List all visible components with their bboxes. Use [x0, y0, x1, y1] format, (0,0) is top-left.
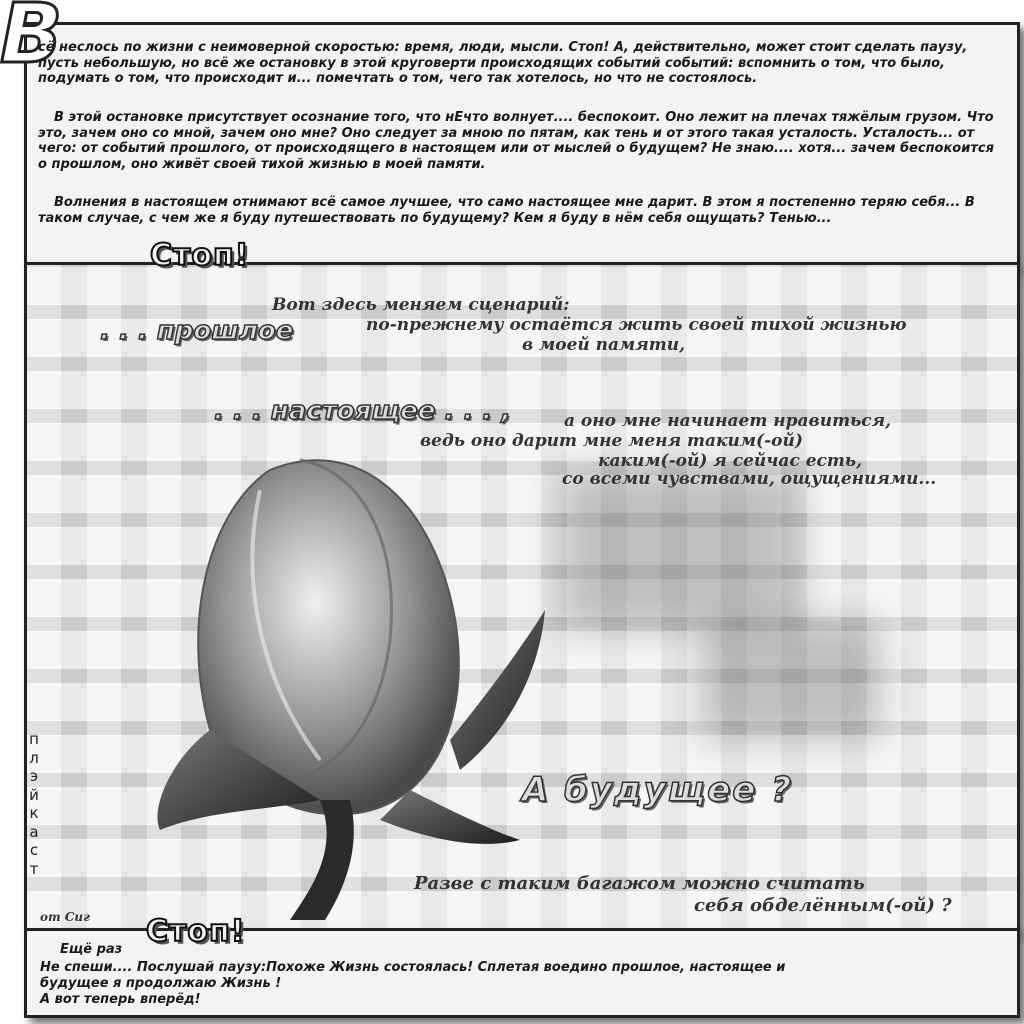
past-word: . . . прошлое — [100, 316, 294, 346]
closing-line-3: А вот теперь вперёд! — [40, 992, 201, 1007]
shadow-texture — [560, 470, 800, 630]
signature: от Сиг — [40, 910, 90, 924]
shadow-texture — [700, 620, 880, 740]
question-line-2: себя обделённым(-ой) ? — [694, 895, 952, 916]
present-text-3: каким(-ой) я сейчас есть, — [598, 451, 863, 471]
stop-heading-bottom: Стоп! — [146, 914, 246, 949]
past-text-1: по-прежнему остаётся жить своей тихой жизнью — [366, 315, 907, 335]
drop-cap-letter: В — [0, 0, 63, 82]
vertical-letter: э — [29, 767, 39, 785]
vertical-letter: л — [29, 748, 39, 767]
scenario-line: Вот здесь меняем сценарий: — [272, 295, 570, 315]
present-text-2: ведь оно дарит мне меня таким(-ой) — [420, 431, 803, 451]
vertical-label — [28, 730, 40, 878]
future-question: А будущее ? — [522, 770, 793, 810]
intro-paragraph-2: В этой остановке присутствует осознание того, что нЕчто волнует.... беспокоит. Оно лежит на плечах тяжёлым грузом. Что это, зачем оно со мной, зачем оно мне? Оно следует за мною по пятам, как тень и от этого такая усталость. Усталость... от чего: от событий прошлого, от происходящего в настоящем или от мыслей о будущем? Не знаю.... хотя... зачем беспокоится о прошлом, оно живёт своей тихой жизнью в моей памяти. — [38, 110, 994, 172]
vertical-letter: т — [29, 859, 39, 878]
present-word: . . . настоящее . . . , — [214, 396, 512, 426]
intro-paragraph-3: Волнения в настоящем отнимают всё самое лучшее, что само настоящее мне дарит. В этом я постепенно теряю себя... В таком случае, с чем же я буду путешествовать по будущему? Кем я буду в нём себя ощущать? Тенью... — [38, 195, 975, 226]
vertical-letter: с — [29, 841, 39, 859]
present-text-4: со всеми чувствами, ощущениями... — [562, 469, 937, 489]
vertical-letter: а — [29, 822, 39, 841]
rose-bud-illustration — [150, 430, 570, 920]
vertical-letter: к — [29, 804, 39, 822]
vertical-letter: й — [29, 785, 39, 804]
present-text-1: а оно мне начинает нравиться, — [564, 411, 892, 431]
intro-paragraph-1: сё неслось по жизни с неимоверной скоростью: время, люди, мысли. Стоп! А, действительно, может стоит сделать паузу, пусть небольшую, но всё же остановку в этой круговерти происходящих событий событий: вспомнить о том, что было, подумать о том, что происходит и... помечтать о том, чего так хотелось, но что не состоялось. — [38, 40, 968, 86]
closing-line-2: будущее я продолжаю Жизнь ! — [40, 976, 282, 991]
again-label: Ещё раз — [60, 942, 123, 957]
vertical-letter: п — [29, 730, 39, 748]
stop-heading-top: Стоп! — [150, 238, 250, 273]
closing-line-1: Не спеши.... Послушай паузу:Похоже Жизнь состоялась! Сплетая воедино прошлое, настоящее и — [40, 960, 786, 975]
question-line-1: Разве с таким багажом можно считать — [414, 873, 865, 894]
past-text-2: в моей памяти, — [522, 335, 686, 355]
